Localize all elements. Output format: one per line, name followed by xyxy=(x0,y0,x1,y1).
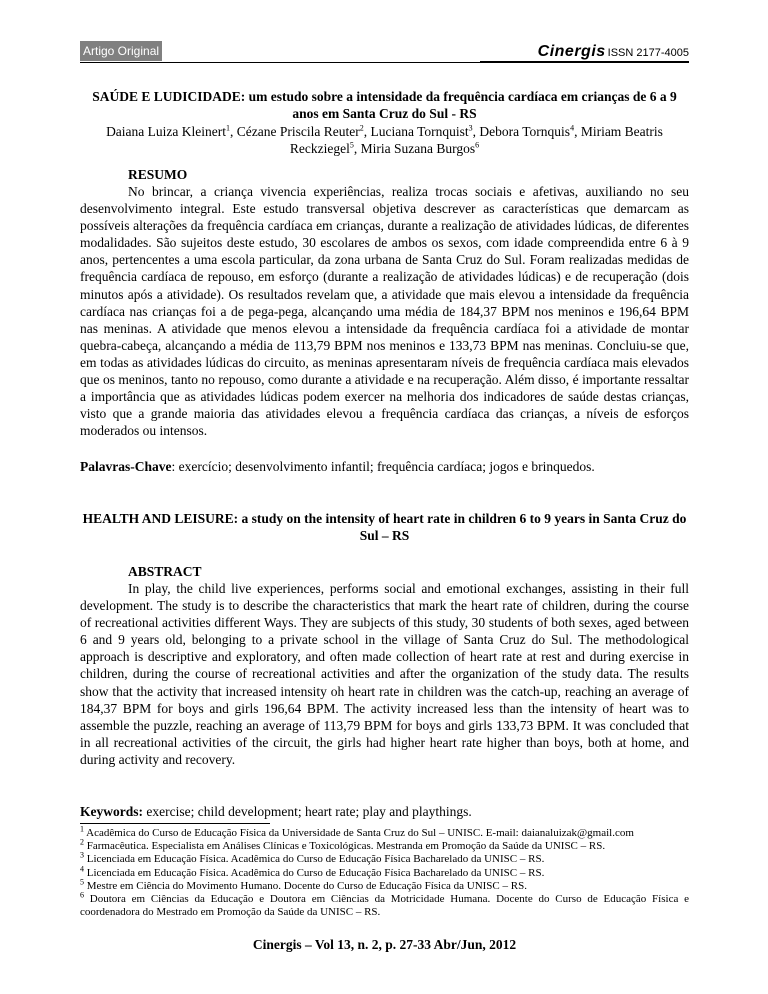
footnote-number: 6 xyxy=(80,890,84,900)
footnote-text: Doutora em Ciências da Educação e Doutora em Ciências da Motricidade Humana. Docente do Curso de Educação Física e coordenadora do Mestrado em Promoção da Saúde da UNISC – RS. xyxy=(80,893,689,919)
keywords-pt: : exercício; desenvolvimento infantil; frequência cardíaca; jogos e brinquedos. xyxy=(171,459,595,474)
author-affiliation-number: 4 xyxy=(570,123,575,133)
abstract-text: In play, the child live experiences, performs social and emotional exchanges, assisting in their full development. The study is to describe the characteristics that mark the heart rate of children, during the course of recreational activities different Ways. They are subjects of this study, 30 students of both sexes, aged between 6 and 9 years old, belonging to a private school in the village of Santa Cruz do Sul. The methodological approach is descriptive and exploratory, and often made collection of heart rate at rest and during exercise in children, during the course of recreational activities and after the organization of the study data. The results show that the activity that increased intensity oh heart rate in children was the catch-up, reaching an average of 184,37 BPM for boys and girls 196,64 BPM. The activity increased less than the intensity of heart was to assemble the puzzle, reaching an average of 113,79 BPM for boys and girls 133,73 BPM. It was concluded that in all recreational activities of the circuit, the girls had higher heart rate higher than boys, both at home, and during activity and recovery. xyxy=(80,581,689,767)
footnote xyxy=(80,863,689,880)
footnote-text: Licenciada em Educação Física. Acadêmica do Curso de Educação Física Bacharelado da UNISC – RS. xyxy=(84,853,545,866)
footnote-rule xyxy=(80,823,270,824)
author-name: Luciana Tornquist xyxy=(370,124,469,139)
keywords-label-en: Keywords: xyxy=(80,804,143,819)
author-list xyxy=(80,123,689,157)
journal-header xyxy=(480,41,689,62)
author-separator: , xyxy=(472,124,480,139)
title-english: HEALTH AND LEISURE: a study on the intensity of heart rate in children 6 to 9 years in Santa Cruz do Sul – RS xyxy=(82,511,687,543)
author-separator: , xyxy=(230,124,237,139)
author-separator: , xyxy=(353,141,361,156)
abstract-heading: ABSTRACT xyxy=(128,564,202,579)
author-affiliation-number: 1 xyxy=(226,123,231,133)
author-affiliation-number: 3 xyxy=(468,123,473,133)
author-separator: , xyxy=(574,124,581,139)
footnote-number: 2 xyxy=(80,837,84,847)
footnote-number: 1 xyxy=(80,824,84,834)
author-affiliation-number: 2 xyxy=(359,123,364,133)
header-rule xyxy=(80,62,689,63)
footnote-text: Acadêmica do Curso de Educação Física da Universidade de Santa Cruz do Sul – UNISC. E-mail: daianaluizak@gmail.com xyxy=(84,827,634,839)
resumo-text: No brincar, a criança vivencia experiências, realiza trocas sociais e afetivas, auxiliando no seu desenvolvimento integral. Este estudo transversal objetiva descrever as características que demarcam as possíveis alterações da frequência cardíaca em crianças, durante a realização de atividades lúdicas, de diferentes modalidades. São sujeitos deste estudo, 30 escolares de ambos os sexos, com idade compreendida entre 6 à 9 anos, pertencentes a uma escola particular, da zona urbana de Santa Cruz do Sul. Foram realizadas medidas de frequência cardíaca de repouso, em esforço (durante a realização de atividades lúdicas) e de recuperação (dois minutos após a atividade). Os resultados revelam que, a atividade que mais elevou a intensidade da frequência cardíaca nas crianças foi a de pega-pega, alcançando uma média de 184,37 BPM nos meninos e 196,64 BPM nas meninas. A atividade que menos elevou a intensidade da frequência cardíaca foi a atividade de montar quebra-cabeça, alcançando a média de 113,79 BPM nos meninos e 133,73 BPM nas meninas. Concluiu-se que, em todas as atividades lúdicas do circuito, as meninas apresentaram níveis de frequência cardíaca mais elevados que os meninos, tanto no repouso, como durante a atividade e na recuperação. Além disso, é importante ressaltar a importância que as atividades lúdicas podem exercer na melhoria dos indicadores de saúde destas crianças, visto que a grande maioria das atividades elevou a frequência cardíaca das crianças, a níveis de esforços moderados ou intensos. xyxy=(80,184,689,439)
author-name: Daiana Luiza Kleinert xyxy=(106,124,227,139)
author-name: Miriam Beatris Reckziegel xyxy=(289,124,663,156)
footnote-text: Mestre em Ciência do Movimento Humano. Docente do Curso de Educação Física da UNISC – RS. xyxy=(84,879,527,892)
footnote-number: 4 xyxy=(80,863,84,873)
author-affiliation-number: 5 xyxy=(349,140,354,150)
author-separator: , xyxy=(363,124,371,139)
footnote xyxy=(80,850,689,866)
author-name: Debora Tornquis xyxy=(479,124,571,139)
page-footer: Cinergis – Vol 13, n. 2, p. 27-33 Abr/Jun, 2012 xyxy=(252,937,517,952)
footnote-text: Farmacêutica. Especialista em Análises Clínicas e Toxicológicas. Mestranda em Promoção da Saúde da UNISC – RS. xyxy=(84,840,606,853)
abstract-keywords xyxy=(80,803,689,820)
resumo-heading: RESUMO xyxy=(128,167,188,182)
author-name: Miria Suzana Burgos xyxy=(360,141,476,156)
footnote xyxy=(80,837,689,853)
footnote xyxy=(80,824,689,840)
keywords-label-pt: Palavras-Chave xyxy=(80,459,172,474)
footnote-text: Licenciada em Educação Física. Acadêmica do Curso de Educação Física Bacharelado da UNISC – RS. xyxy=(84,866,545,879)
footnote-number: 5 xyxy=(80,877,84,887)
footnote-number: 3 xyxy=(80,850,84,860)
resumo-keywords xyxy=(80,458,689,475)
keywords-en: exercise; child development; heart rate; play and playthings. xyxy=(143,804,472,819)
footnotes xyxy=(80,824,689,919)
issn: ISSN 2177-4005 xyxy=(607,47,689,59)
author-name: Cézane Priscila Reuter xyxy=(236,124,360,139)
author-affiliation-number: 6 xyxy=(475,140,480,150)
journal-logo: Cinergis xyxy=(537,43,606,60)
footnote xyxy=(80,890,689,919)
title-portuguese: SAÚDE E LUDICIDADE: um estudo sobre a intensidade da frequência cardíaca em crianças de 6 a 9 anos em Santa Cruz do Sul - RS xyxy=(92,89,677,121)
footnote xyxy=(80,877,689,893)
section-label: Artigo Original xyxy=(80,41,162,61)
